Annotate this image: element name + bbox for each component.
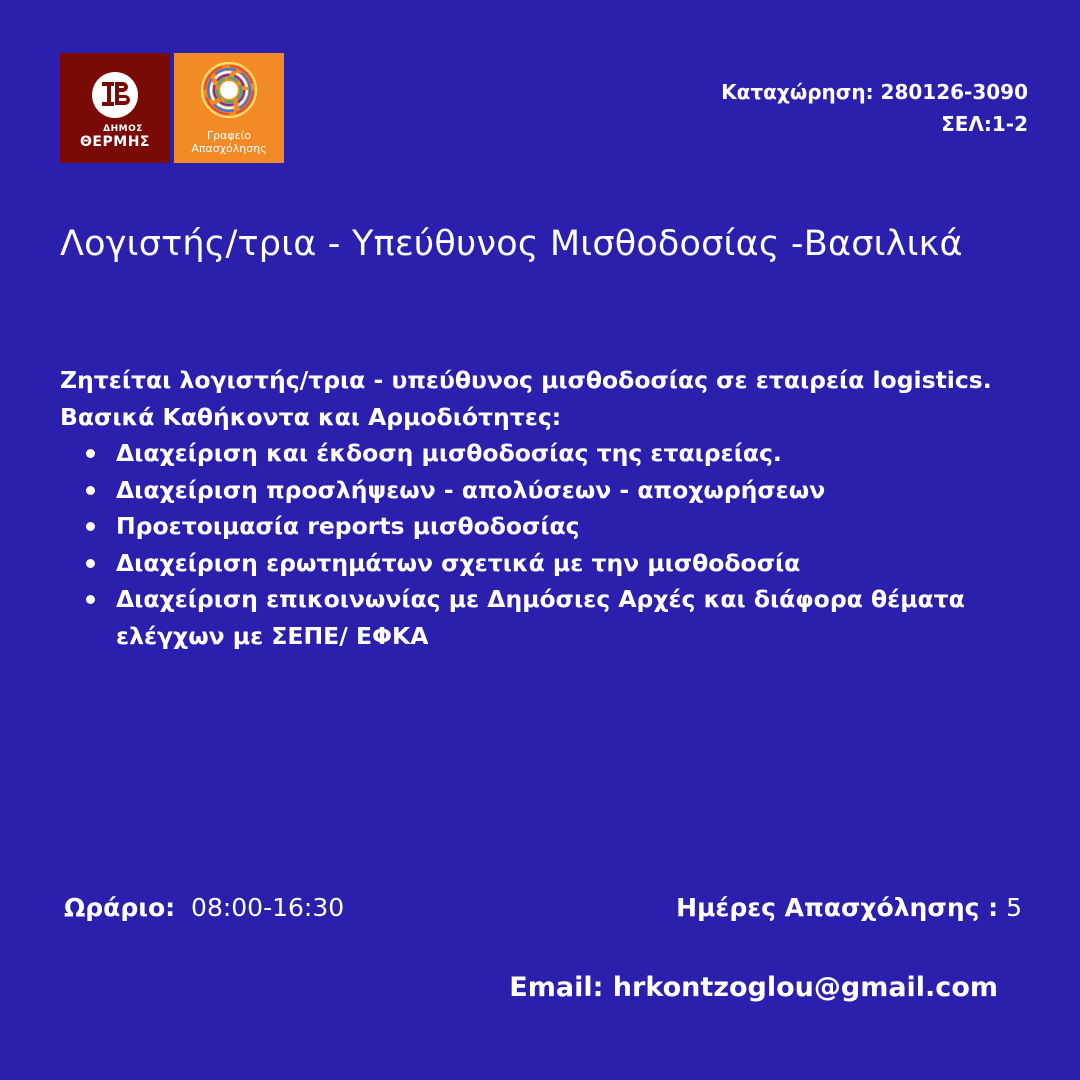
- registration-block: [721, 76, 1028, 140]
- intro-text: Ζητείται λογιστής/τρια - υπεύθυνος μισθοδοσίας σε εταιρεία logistics.: [60, 366, 992, 394]
- working-hours: [64, 888, 344, 928]
- grafeio-label: Γραφείο: [206, 129, 252, 142]
- registration-number: Καταχώρηση: 280126-3090: [721, 80, 1028, 104]
- page-indicator: ΣΕΛ:1-2: [941, 112, 1028, 136]
- thermis-label: ΘΕΡΜΗΣ: [80, 134, 150, 150]
- days-label: Ημέρες Απασχόλησης :: [676, 893, 999, 922]
- dimos-emblem-icon: [91, 69, 139, 121]
- duty-item: Διαχείριση προσλήψεων - απολύσεων - αποχωρήσεων: [116, 472, 1030, 509]
- hours-label: Ωράριο:: [64, 893, 176, 922]
- days-value: 5: [1006, 893, 1022, 922]
- job-title: Λογιστής/τρια - Υπεύθυνος Μισθοδοσίας -Βασιλικά: [60, 224, 963, 264]
- dimos-label: ΔΗΜΟΣ: [103, 124, 143, 134]
- job-description: [60, 362, 1030, 654]
- duty-item: Διαχείριση και έκδοση μισθοδοσίας της εταιρείας.: [116, 435, 1030, 472]
- duty-item: Διαχείριση επικοινωνίας με Δημόσιες Αρχές και διάφορα θέματα ελέγχων με ΣΕΠΕ/ ΕΦΚΑ: [116, 581, 1030, 654]
- contact-email: Email: hrkontzoglou@gmail.com: [509, 972, 998, 1003]
- working-days: [676, 888, 1022, 928]
- duty-item: Προετοιμασία reports μισθοδοσίας: [116, 508, 1030, 545]
- apasxolisis-label: Απασχόλησης: [191, 142, 267, 155]
- duties-list: [60, 435, 1030, 654]
- rings-emblem-icon: [198, 59, 260, 121]
- duties-heading: Βασικά Καθήκοντα και Αρμοδιότητες:: [60, 402, 562, 431]
- grafeio-apasxolisis-logo: [174, 53, 284, 163]
- duty-item: Διαχείριση ερωτημάτων σχετικά με την μισθοδοσία: [116, 545, 1030, 582]
- dimos-thermis-logo: [60, 53, 170, 163]
- hours-value: 08:00-16:30: [191, 893, 345, 922]
